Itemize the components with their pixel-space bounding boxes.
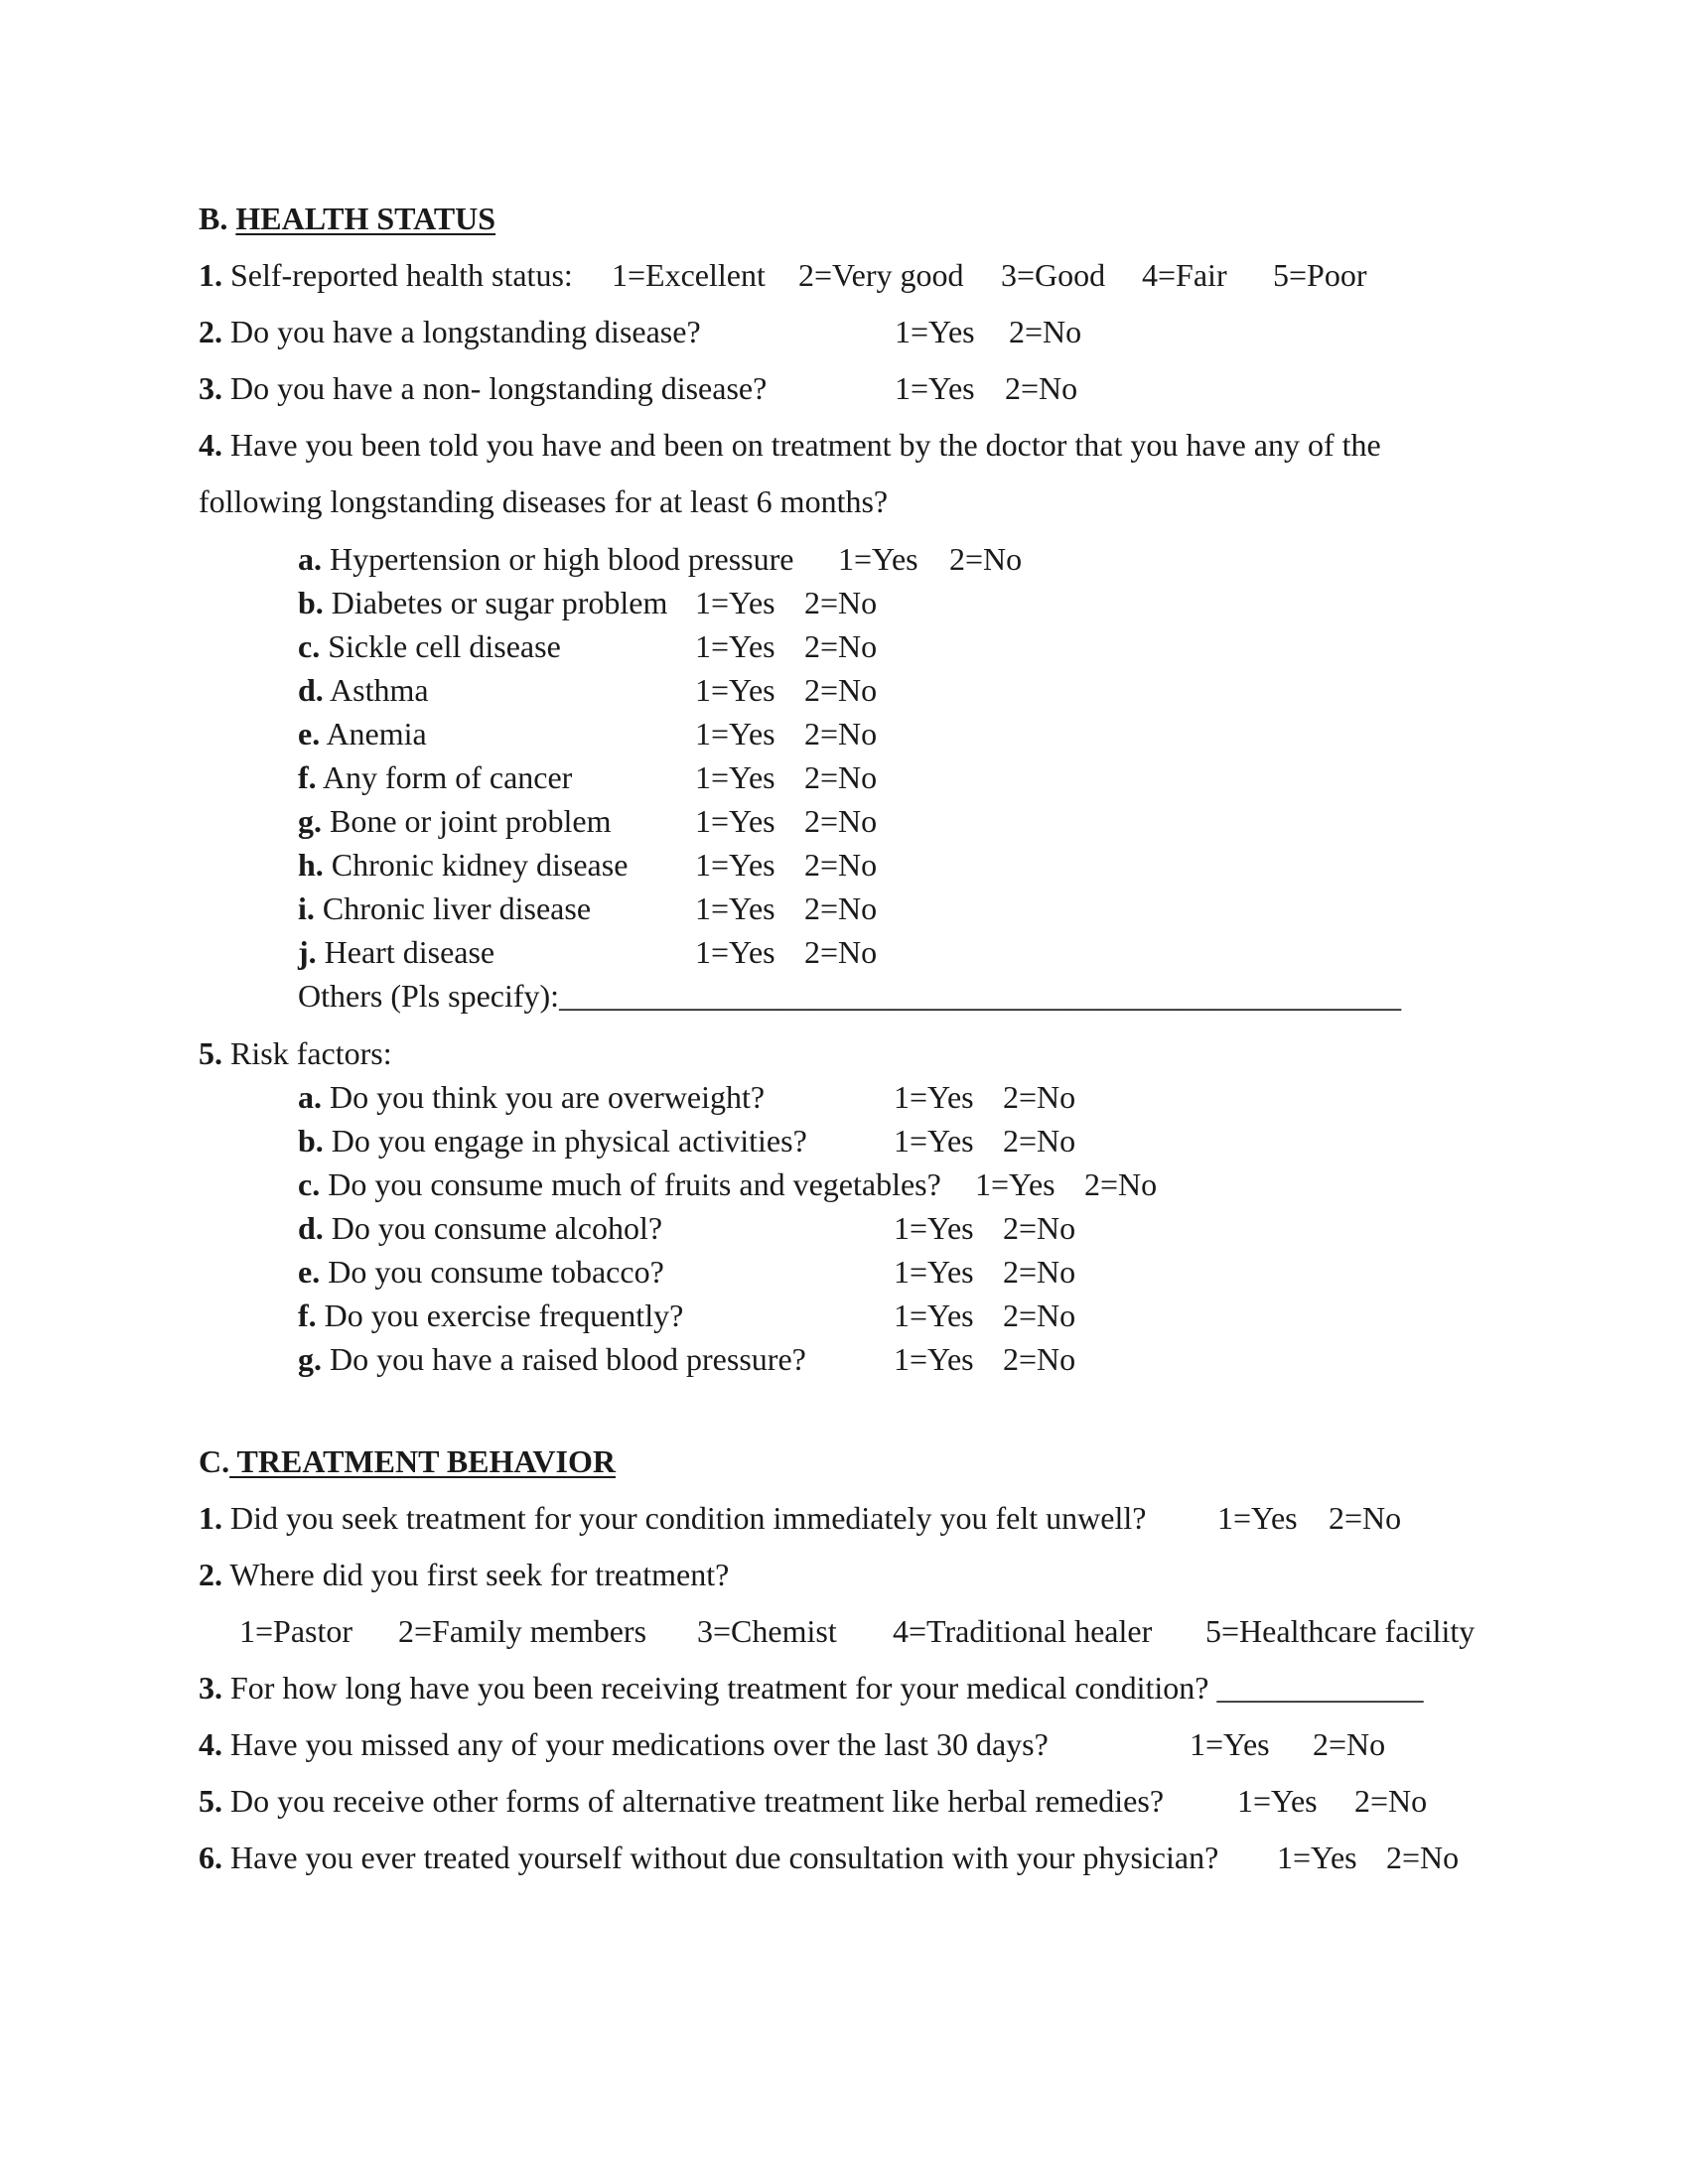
item-letter: e. [298, 1254, 321, 1290]
b-q5-item-no[interactable]: 2=No [1003, 1123, 1076, 1159]
item-label: Bone or joint problem [330, 803, 612, 839]
item-letter: h. [298, 847, 324, 883]
c-q6-number: 6. [199, 1840, 222, 1875]
b-q4-item [298, 801, 612, 841]
section-c-title: TREATMENT BEHAVIOR [229, 1443, 616, 1479]
b-q3-no[interactable]: 2=No [1005, 370, 1078, 406]
c-q3-text[interactable]: For how long have you been receiving treatment for your medical condition? _____________ [230, 1670, 1424, 1706]
c-q5-no[interactable]: 2=No [1354, 1783, 1428, 1819]
item-letter: a. [298, 541, 322, 577]
b-q4-others-field[interactable]: Others (Pls specify):_____________________________________________________ [298, 978, 1402, 1014]
b-q4-item-yes[interactable]: 1=Yes [695, 934, 775, 970]
b-q4-item [298, 845, 628, 885]
b-q5-item [298, 1121, 807, 1160]
c-q2-option-1[interactable]: 1=Pastor [239, 1613, 353, 1649]
c-q2-option-2[interactable]: 2=Family members [398, 1613, 647, 1649]
c-q4 [199, 1724, 1049, 1764]
item-label: Any form of cancer [322, 759, 573, 795]
b-q5-item-no[interactable]: 2=No [1003, 1341, 1076, 1377]
b-q5-item-yes[interactable]: 1=Yes [894, 1079, 974, 1115]
item-label: Diabetes or sugar problem [331, 585, 668, 620]
b-q3-number: 3. [199, 370, 222, 406]
b-q1 [199, 255, 573, 295]
b-q5-item [298, 1208, 662, 1248]
b-q4-item-yes[interactable]: 1=Yes [695, 716, 775, 751]
b-q5-item-no[interactable]: 2=No [1003, 1297, 1076, 1333]
b-q5-number: 5. [199, 1035, 222, 1071]
b-q2-text: Do you have a longstanding disease? [230, 314, 701, 349]
b-q4-number: 4. [199, 427, 222, 463]
c-q2-option-3[interactable]: 3=Chemist [697, 1613, 837, 1649]
item-letter: f. [298, 1297, 317, 1333]
b-q4-item-yes[interactable]: 1=Yes [695, 672, 775, 708]
b-q5-item [298, 1164, 941, 1204]
section-c-heading [199, 1441, 616, 1481]
b-q4-item-no[interactable]: 2=No [949, 541, 1023, 577]
section-c-letter: C. [199, 1443, 230, 1479]
b-q4-item [298, 757, 572, 797]
item-letter: i. [298, 890, 315, 926]
item-label: Do you consume much of fruits and vegetables? [328, 1166, 941, 1202]
c-q6 [199, 1838, 1218, 1877]
c-q2-option-5[interactable]: 5=Healthcare facility [1205, 1613, 1476, 1649]
b-q5-item-yes[interactable]: 1=Yes [894, 1297, 974, 1333]
item-label: Asthma [330, 672, 429, 708]
b-q5-item [298, 1296, 683, 1335]
section-b-letter: B. [199, 201, 228, 236]
b-q2-no[interactable]: 2=No [1009, 314, 1082, 349]
c-q1-number: 1. [199, 1500, 222, 1536]
b-q5-item [298, 1339, 806, 1379]
b-q4-text-line1: Have you been told you have and been on treatment by the doctor that you have any of the [230, 427, 1381, 463]
b-q4-item-yes[interactable]: 1=Yes [695, 890, 775, 926]
b-q4-item-yes[interactable]: 1=Yes [695, 759, 775, 795]
b-q5-item-no[interactable]: 2=No [1003, 1254, 1076, 1290]
b-q4-item-yes[interactable]: 1=Yes [695, 628, 775, 664]
b-q2-yes[interactable]: 1=Yes [895, 314, 975, 349]
b-q5 [199, 1033, 392, 1073]
b-q5-item-no[interactable]: 2=No [1084, 1166, 1158, 1202]
c-q5 [199, 1781, 1164, 1821]
c-q1-yes[interactable]: 1=Yes [1217, 1500, 1298, 1536]
item-label: Chronic liver disease [322, 890, 592, 926]
b-q4-item-yes[interactable]: 1=Yes [695, 585, 775, 620]
c-q1-no[interactable]: 2=No [1329, 1500, 1402, 1536]
b-q1-option-1[interactable]: 1=Excellent [612, 257, 766, 293]
b-q4-item-no[interactable]: 2=No [804, 847, 878, 883]
c-q2-text: Where did you first seek for treatment? [229, 1557, 730, 1592]
section-b-heading [199, 199, 495, 238]
b-q5-item-yes[interactable]: 1=Yes [894, 1210, 974, 1246]
c-q6-no[interactable]: 2=No [1386, 1840, 1460, 1875]
b-q1-text: Self-reported health status: [230, 257, 573, 293]
b-q4-item [298, 888, 591, 928]
item-label: Heart disease [324, 934, 495, 970]
item-letter: d. [298, 1210, 324, 1246]
item-letter: b. [298, 1123, 324, 1159]
item-letter: b. [298, 585, 324, 620]
b-q5-item-yes[interactable]: 1=Yes [894, 1254, 974, 1290]
c-q4-no[interactable]: 2=No [1313, 1726, 1386, 1762]
b-q5-item-no[interactable]: 2=No [1003, 1079, 1076, 1115]
item-label: Do you consume alcohol? [331, 1210, 663, 1246]
c-q1 [199, 1498, 1146, 1538]
item-letter: e. [298, 716, 321, 751]
b-q4-item-yes[interactable]: 1=Yes [695, 803, 775, 839]
b-q4-item-no[interactable]: 2=No [804, 672, 878, 708]
item-letter: j. [298, 934, 317, 970]
c-q3-number: 3. [199, 1670, 222, 1706]
b-q4-item [298, 714, 427, 753]
item-letter: d. [298, 672, 324, 708]
c-q2-number: 2. [199, 1557, 222, 1592]
item-letter: a. [298, 1079, 322, 1115]
b-q3-text: Do you have a non- longstanding disease? [230, 370, 768, 406]
c-q6-yes[interactable]: 1=Yes [1277, 1840, 1357, 1875]
c-q5-number: 5. [199, 1783, 222, 1819]
c-q5-yes[interactable]: 1=Yes [1237, 1783, 1318, 1819]
item-letter: c. [298, 1166, 321, 1202]
b-q4-item [298, 539, 793, 579]
b-q5-item-yes[interactable]: 1=Yes [894, 1123, 974, 1159]
b-q4-item-no[interactable]: 2=No [804, 890, 878, 926]
item-letter: g. [298, 1341, 322, 1377]
b-q4-item-no[interactable]: 2=No [804, 934, 878, 970]
b-q5-text: Risk factors: [230, 1035, 392, 1071]
c-q1-text: Did you seek treatment for your condition immediately you felt unwell? [230, 1500, 1147, 1536]
b-q4-item [298, 626, 561, 666]
item-letter: c. [298, 628, 321, 664]
item-letter: g. [298, 803, 322, 839]
b-q4-item [298, 932, 494, 972]
b-q5-item-no[interactable]: 2=No [1003, 1210, 1076, 1246]
b-q2-number: 2. [199, 314, 222, 349]
c-q4-number: 4. [199, 1726, 222, 1762]
b-q4-item-no[interactable]: 2=No [804, 803, 878, 839]
c-q2 [199, 1555, 729, 1594]
b-q5-item-yes[interactable]: 1=Yes [894, 1341, 974, 1377]
b-q4-item-yes[interactable]: 1=Yes [695, 847, 775, 883]
b-q3 [199, 368, 767, 408]
c-q3 [199, 1668, 1423, 1707]
item-label: Sickle cell disease [328, 628, 561, 664]
item-label: Anemia [326, 716, 427, 751]
b-q4 [199, 425, 1381, 465]
b-q4-item-no[interactable]: 2=No [804, 628, 878, 664]
b-q4-item-no[interactable]: 2=No [804, 585, 878, 620]
c-q6-text: Have you ever treated yourself without due consultation with your physician? [230, 1840, 1219, 1875]
b-q1-number: 1. [199, 257, 222, 293]
item-label: Do you think you are overweight? [330, 1079, 766, 1115]
b-q3-yes[interactable]: 1=Yes [895, 370, 975, 406]
section-b-title: HEALTH STATUS [235, 201, 496, 236]
b-q4-item-no[interactable]: 2=No [804, 716, 878, 751]
b-q1-option-2[interactable]: 2=Very good [798, 257, 964, 293]
b-q4-text-line2: following longstanding diseases for at least 6 months? [199, 483, 889, 519]
b-q4-item-no[interactable]: 2=No [804, 759, 878, 795]
b-q5-item [298, 1077, 765, 1117]
c-q2-option-4[interactable]: 4=Traditional healer [893, 1613, 1153, 1649]
b-q5-item [298, 1252, 664, 1292]
b-q1-option-5[interactable]: 5=Poor [1273, 257, 1367, 293]
c-q4-text: Have you missed any of your medications over the last 30 days? [230, 1726, 1049, 1762]
c-q5-text: Do you receive other forms of alternative treatment like herbal remedies? [230, 1783, 1165, 1819]
item-label: Do you consume tobacco? [328, 1254, 664, 1290]
item-label: Hypertension or high blood pressure [330, 541, 794, 577]
item-label: Do you exercise frequently? [324, 1297, 684, 1333]
item-letter: f. [298, 759, 317, 795]
b-q1-option-4[interactable]: 4=Fair [1142, 257, 1227, 293]
c-q4-yes[interactable]: 1=Yes [1190, 1726, 1270, 1762]
b-q2 [199, 312, 701, 351]
b-q5-item-yes[interactable]: 1=Yes [975, 1166, 1055, 1202]
item-label: Chronic kidney disease [331, 847, 629, 883]
item-label: Do you have a raised blood pressure? [330, 1341, 806, 1377]
b-q4-item-yes[interactable]: 1=Yes [838, 541, 918, 577]
b-q4-item [298, 583, 667, 622]
b-q4-item [298, 670, 429, 710]
b-q1-option-3[interactable]: 3=Good [1001, 257, 1106, 293]
item-label: Do you engage in physical activities? [331, 1123, 807, 1159]
